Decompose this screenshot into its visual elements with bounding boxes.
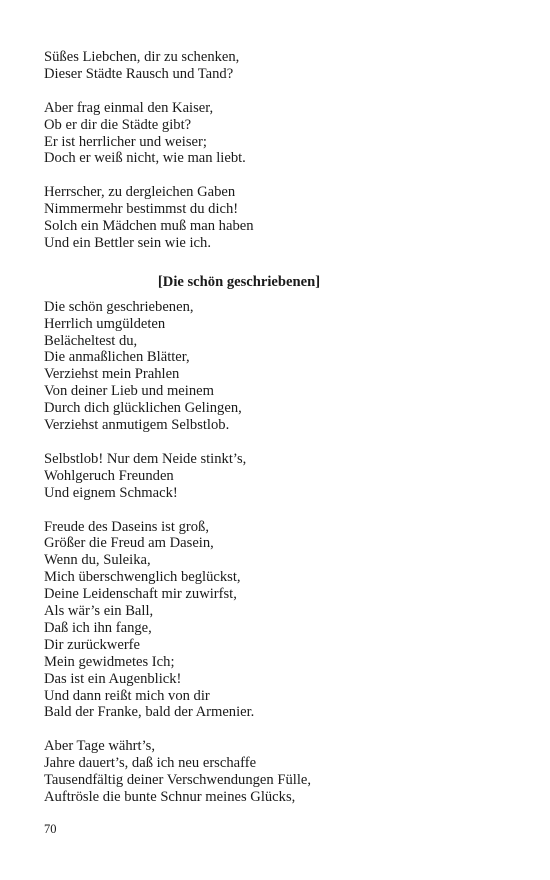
- verse-line: Dieser Städte Rausch und Tand?: [44, 65, 234, 82]
- verse-line: Ob er dir die Städte gibt?: [44, 116, 192, 133]
- verse-line: Doch er weiß nicht, wie man liebt.: [44, 150, 246, 167]
- verse-line: Mein gewidmetes Ich;: [44, 653, 175, 670]
- verse-line: Größer die Freud am Dasein,: [44, 535, 214, 552]
- stanza: [44, 49, 514, 83]
- verse-line: Als wär’s ein Ball,: [44, 603, 154, 620]
- verse-line: Das ist ein Augenblick!: [44, 670, 182, 687]
- verse-line: Auftrösle die bunte Schnur meines Glücks,: [44, 788, 296, 805]
- verse-line: Mich überschwenglich beglückst,: [44, 569, 241, 586]
- verse-line: Von deiner Lieb und meinem: [44, 383, 214, 400]
- verse-line: Wohlgeruch Freunden: [44, 467, 174, 484]
- verse-line: Jahre dauert’s, daß ich neu erschaffe: [44, 755, 257, 772]
- verse-line: Selbstlob! Nur dem Neide stinkt’s,: [44, 450, 247, 467]
- page-number: 70: [44, 822, 57, 836]
- poem-title: [Die schön geschriebenen]: [157, 273, 321, 290]
- verse-line: Deine Leidenschaft mir zuwirfst,: [44, 586, 237, 603]
- stanza: [44, 738, 514, 806]
- verse-line: Aber Tage währt’s,: [44, 738, 155, 755]
- stanza: [44, 451, 514, 502]
- stanza: [44, 299, 514, 434]
- verse-line: Und eignem Schmack!: [44, 484, 178, 501]
- verse-line: Verziehst anmutigem Selbstlob.: [44, 417, 230, 434]
- page-text: [44, 49, 514, 806]
- stanza: [44, 519, 514, 722]
- verse-line: Tausendfältig deiner Verschwendungen Fülle,: [44, 772, 311, 789]
- poem-1: [44, 49, 514, 252]
- verse-line: Freude des Daseins ist groß,: [44, 518, 209, 535]
- verse-line: Belächeltest du,: [44, 332, 138, 349]
- verse-line: Herrlich umgüldeten: [44, 315, 166, 332]
- verse-line: Daß ich ihn fange,: [44, 619, 152, 636]
- verse-line: Herrscher, zu dergleichen Gaben: [44, 184, 236, 201]
- poem-2: [44, 274, 514, 806]
- stanza: [44, 184, 514, 252]
- verse-line: Und ein Bettler sein wie ich.: [44, 234, 211, 251]
- verse-line: Süßes Liebchen, dir zu schenken,: [44, 49, 240, 65]
- verse-line: Nimmermehr bestimmst du dich!: [44, 201, 239, 218]
- verse-line: Durch dich glücklichen Gelingen,: [44, 400, 242, 417]
- verse-line: Er ist herrlicher und weiser;: [44, 133, 207, 150]
- verse-line: Dir zurückwerfe: [44, 636, 141, 653]
- verse-line: Die anmaßlichen Blätter,: [44, 349, 190, 366]
- verse-line: Und dann reißt mich von dir: [44, 687, 210, 704]
- verse-line: Verziehst mein Prahlen: [44, 366, 180, 383]
- stanza: [44, 100, 514, 168]
- verse-line: Bald der Franke, bald der Armenier.: [44, 704, 255, 721]
- verse-line: Solch ein Mädchen muß man haben: [44, 218, 254, 235]
- verse-line: Die schön geschriebenen,: [44, 298, 194, 315]
- verse-line: Aber frag einmal den Kaiser,: [44, 99, 214, 116]
- verse-line: Wenn du, Suleika,: [44, 552, 151, 569]
